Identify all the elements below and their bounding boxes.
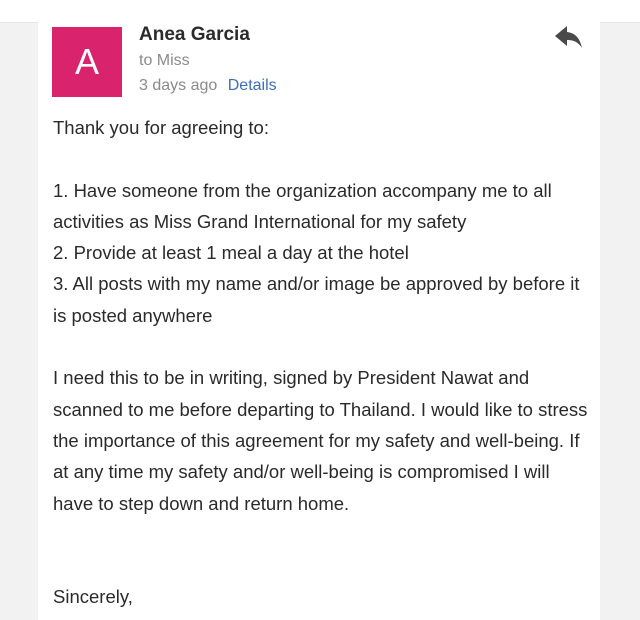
- top-bar: [0, 0, 640, 23]
- greeting: Thank you for agreeing to:: [53, 117, 269, 138]
- reply-button[interactable]: [552, 22, 586, 52]
- timestamp: 3 days ago: [139, 77, 218, 94]
- avatar[interactable]: A: [52, 27, 122, 97]
- signoff: Sincerely,: [53, 585, 133, 607]
- email-message: [38, 22, 600, 620]
- list-item: 3. All posts with my name and/or image be approved by before it is posted anywhere: [53, 273, 580, 326]
- reply-icon: [552, 22, 586, 52]
- message-meta: [139, 77, 277, 95]
- list-item: 1. Have someone from the organization accompany me to all activities as Miss Grand International for my safety: [53, 179, 552, 232]
- sender-name[interactable]: Anea Garcia: [139, 24, 250, 45]
- body-paragraph: I need this to be in writing, signed by President Nawat and scanned to me before departing to Thailand. I would like to stress the importance of this agreement for my safety and well-being. If at any time my safety and/or well-being is compromised I will have to step down and return home.: [53, 367, 588, 514]
- email-body: [53, 112, 593, 612]
- list-item: 2. Provide at least 1 meal a day at the hotel: [53, 242, 409, 264]
- details-link[interactable]: Details: [227, 77, 277, 94]
- recipient-line: to Miss: [139, 52, 190, 69]
